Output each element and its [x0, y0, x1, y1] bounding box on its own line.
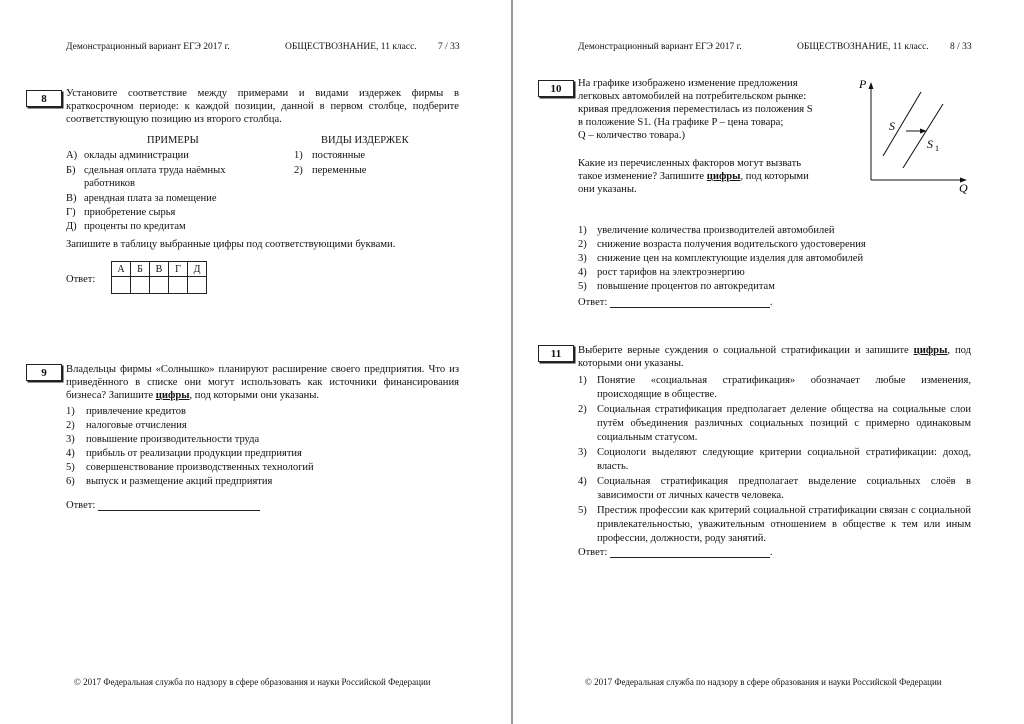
list-item	[66, 405, 459, 419]
q8-answer-label: Ответ:	[66, 274, 96, 285]
list-item	[66, 433, 459, 447]
list-item-text: повышение производительности труда	[86, 434, 260, 445]
curve-s1-subscript: 1	[935, 144, 939, 153]
list-item-number: 4)	[578, 267, 587, 278]
q10-answer-field[interactable]	[610, 297, 770, 308]
q11-text-part2: , под которыми они указаны.	[578, 345, 971, 369]
q8-example-item	[66, 192, 264, 205]
q10-line-5: Q – количество товара.)	[578, 130, 685, 141]
list-item	[578, 504, 971, 546]
list-item-number: 5)	[578, 505, 587, 516]
q10-question-line-1: Какие из перечисленных факторов могут вызвать	[578, 158, 802, 169]
list-item-text: совершенствование производственных технологий	[86, 462, 314, 473]
q8-example-item	[66, 149, 264, 162]
list-item-text: снижение цен на комплектующие изделия для автомобилей	[597, 253, 864, 264]
list-item-number: 3)	[578, 253, 587, 264]
list-item	[578, 224, 978, 238]
q8-table-letter: Г	[169, 262, 188, 277]
q8-example-item	[66, 206, 264, 219]
q10-question-part: такое изменение? Запишите	[578, 171, 707, 182]
q9-text-part2: , под которыми они указаны.	[189, 390, 320, 401]
list-item	[578, 446, 971, 474]
q8-table-answer-cell[interactable]	[169, 277, 188, 294]
q8-type-item	[294, 149, 462, 162]
list-item	[578, 266, 978, 280]
footer-copyright: © 2017 Федеральная служба по надзору в сфере образования и науки Российской Федерации	[74, 677, 431, 687]
q8-table-answer-cell[interactable]	[188, 277, 207, 294]
q8-table-answer-cell[interactable]	[150, 277, 169, 294]
q8-example-text: оклады администрации	[84, 150, 189, 161]
list-item	[578, 475, 971, 503]
q11-answer-field[interactable]	[610, 547, 770, 558]
list-item-number: 1)	[578, 225, 587, 236]
y-axis-arrow-icon	[869, 82, 874, 89]
q8-types-title: ВИДЫ ИЗДЕРЖЕК	[321, 135, 409, 146]
q10-question-part2: , под которыми	[740, 171, 809, 182]
q10-line-1: На графике изображено изменение предложения	[578, 78, 798, 89]
q8-text: Установите соответствие между примерами и видами издержек фирмы в краткосрочном периоде: к каждой позиции, данной в первом столбце, подберите соответствующую позицию из второго столбца.	[66, 88, 459, 125]
q11-text	[578, 344, 971, 370]
list-item-number: 4)	[578, 476, 587, 487]
list-item-text: прибыль от реализации продукции предприятия	[86, 448, 302, 459]
q8-example-text: проценты по кредитам	[84, 221, 186, 232]
list-item-text: Понятие «социальная стратификация» обозначает любые изменения, происходящие в обществе.	[597, 375, 971, 400]
q9-options-list	[66, 405, 459, 489]
q8-example-item	[66, 220, 264, 233]
q9-answer-label: Ответ:	[66, 500, 96, 511]
list-item	[578, 280, 978, 294]
q10-options-list	[578, 224, 978, 294]
list-item-text: Социальная стратификация предполагает деление общества на социальные слои путём объединения различных социальных позиций с примерно одинаковым социальным статусом.	[597, 404, 971, 443]
q8-example-key: А)	[66, 150, 78, 161]
list-item	[578, 238, 978, 252]
q10-question	[578, 157, 842, 196]
right-page	[513, 0, 1024, 724]
q8-example-text: арендная плата за помещение	[84, 193, 217, 204]
list-item-number: 1)	[578, 375, 587, 386]
list-item-text: налоговые отчисления	[86, 420, 187, 431]
q10-line-3: кривая предложения переместилась из положения S	[578, 104, 813, 115]
list-item-number: 4)	[66, 448, 75, 459]
q10-answer[interactable]: Ответ: .	[578, 297, 773, 308]
curve-s1-label: S	[927, 137, 933, 151]
q10-question-line-2	[578, 170, 842, 183]
list-item-number: 1)	[66, 406, 75, 417]
q8-example-key: Б)	[66, 165, 76, 176]
list-item-number: 5)	[578, 281, 587, 292]
header-page-number: 8 / 33	[950, 42, 972, 52]
footer-copyright: © 2017 Федеральная служба по надзору в сфере образования и науки Российской Федерации	[585, 677, 942, 687]
list-item	[66, 447, 459, 461]
q10-supply-graph	[859, 76, 979, 196]
q8-type-key: 2)	[294, 165, 303, 176]
q8-type-key: 1)	[294, 150, 303, 161]
q8-type-text: переменные	[312, 165, 367, 176]
list-item	[66, 475, 459, 489]
list-item-number: 3)	[578, 447, 587, 458]
list-item-text: Социологи выделяют следующие критерии социальной стратификации: доход, власть.	[597, 447, 971, 472]
q8-example-item	[66, 164, 264, 190]
header-subject: ОБЩЕСТВОЗНАНИЕ, 11 класс.	[797, 42, 929, 52]
q10-line-4: в положение S1. (На графике P – цена товара;	[578, 117, 784, 128]
list-item-text: рост тарифов на электроэнергию	[597, 267, 745, 278]
list-item-text: выпуск и размещение акций предприятия	[86, 476, 273, 487]
q8-example-text: сдельная оплата труда наёмных работников	[84, 165, 226, 189]
question-number-11: 11	[538, 345, 574, 362]
q9-text-part1: Владельцы фирмы «Солнышко» планируют расширение своего предприятия. Что из приведённого в списке они могут использовать как источники финансирования бизнеса? Запишите	[66, 364, 459, 401]
q9-answer-field[interactable]	[98, 500, 260, 511]
y-axis-label: P	[859, 77, 867, 91]
list-item-number: 2)	[578, 239, 587, 250]
q10-text	[578, 77, 842, 142]
list-item	[578, 252, 978, 266]
q8-answer-table[interactable]	[111, 261, 207, 294]
q8-example-key: Г)	[66, 207, 76, 218]
list-item-number: 2)	[66, 420, 75, 431]
list-item-number: 3)	[66, 434, 75, 445]
question-number-9: 9	[26, 364, 62, 381]
q8-table-answer-cell[interactable]	[131, 277, 150, 294]
list-item	[578, 374, 971, 402]
q11-options-list	[578, 374, 971, 547]
list-item-text: повышение процентов по автокредитам	[597, 281, 775, 292]
q8-answer-table-cells[interactable]	[112, 277, 207, 294]
list-item-text: Социальная стратификация предполагает выделение социальных слоёв в зависимости от личных качеств человека.	[597, 476, 971, 501]
q8-table-answer-cell[interactable]	[112, 277, 131, 294]
q10-question-bold: цифры	[706, 171, 741, 182]
curve-s-label: S	[889, 119, 895, 133]
q11-text-part1: Выберите верные суждения о социальной стратификации и запишите	[578, 345, 914, 356]
q8-type-text: постоянные	[312, 150, 366, 161]
q8-table-letter: В	[150, 262, 169, 277]
list-item-number: 2)	[578, 404, 587, 415]
q8-instruction: Запишите в таблицу выбранные цифры под соответствующими буквами.	[66, 239, 396, 250]
q10-answer-label: Ответ:	[578, 297, 608, 308]
list-item-text: Престиж профессии как критерий социальной стратификации связан с социальной привлекательностью, уважительным отношением в обществе к тем или иным профессии, должности, роду занятий.	[597, 505, 971, 544]
q9-text-bold: цифры	[155, 390, 190, 401]
list-item	[66, 461, 459, 475]
q9-text	[66, 363, 459, 402]
q8-table-letter: А	[112, 262, 131, 277]
list-item-text: снижение возраста получения водительского удостоверения	[597, 239, 866, 250]
list-item	[578, 403, 971, 445]
q10-question-line-3: они указаны.	[578, 184, 637, 195]
header-subject: ОБЩЕСТВОЗНАНИЕ, 11 класс.	[285, 42, 417, 52]
header-page-number: 7 / 33	[438, 42, 460, 52]
q8-table-letter: Д	[188, 262, 207, 277]
q8-example-text: приобретение сырья	[84, 207, 176, 218]
q8-example-key: Д)	[66, 221, 77, 232]
q9-answer[interactable]	[66, 500, 260, 511]
q11-answer-label: Ответ:	[578, 547, 608, 558]
q11-text-bold: цифры	[913, 345, 948, 356]
x-axis-label: Q	[959, 181, 968, 195]
q8-example-key: В)	[66, 193, 77, 204]
list-item-number: 5)	[66, 462, 75, 473]
question-number-8: 8	[26, 90, 62, 107]
list-item	[66, 419, 459, 433]
q8-type-item	[294, 164, 462, 177]
header-title: Демонстрационный вариант ЕГЭ 2017 г.	[578, 42, 742, 52]
list-item-text: увеличение количества производителей автомобилей	[597, 225, 835, 236]
shift-arrow-icon	[920, 129, 927, 134]
q11-answer[interactable]: Ответ: .	[578, 547, 773, 558]
list-item-number: 6)	[66, 476, 75, 487]
q8-table-letter: Б	[131, 262, 150, 277]
question-number-10: 10	[538, 80, 574, 97]
list-item-text: привлечение кредитов	[86, 406, 186, 417]
q8-answer-table-header	[112, 262, 207, 277]
q8-examples-title: ПРИМЕРЫ	[147, 135, 199, 146]
header-title: Демонстрационный вариант ЕГЭ 2017 г.	[66, 42, 230, 52]
supply-curve-s1	[903, 104, 943, 168]
q10-line-2: легковых автомобилей на потребительском рынке:	[578, 91, 807, 102]
